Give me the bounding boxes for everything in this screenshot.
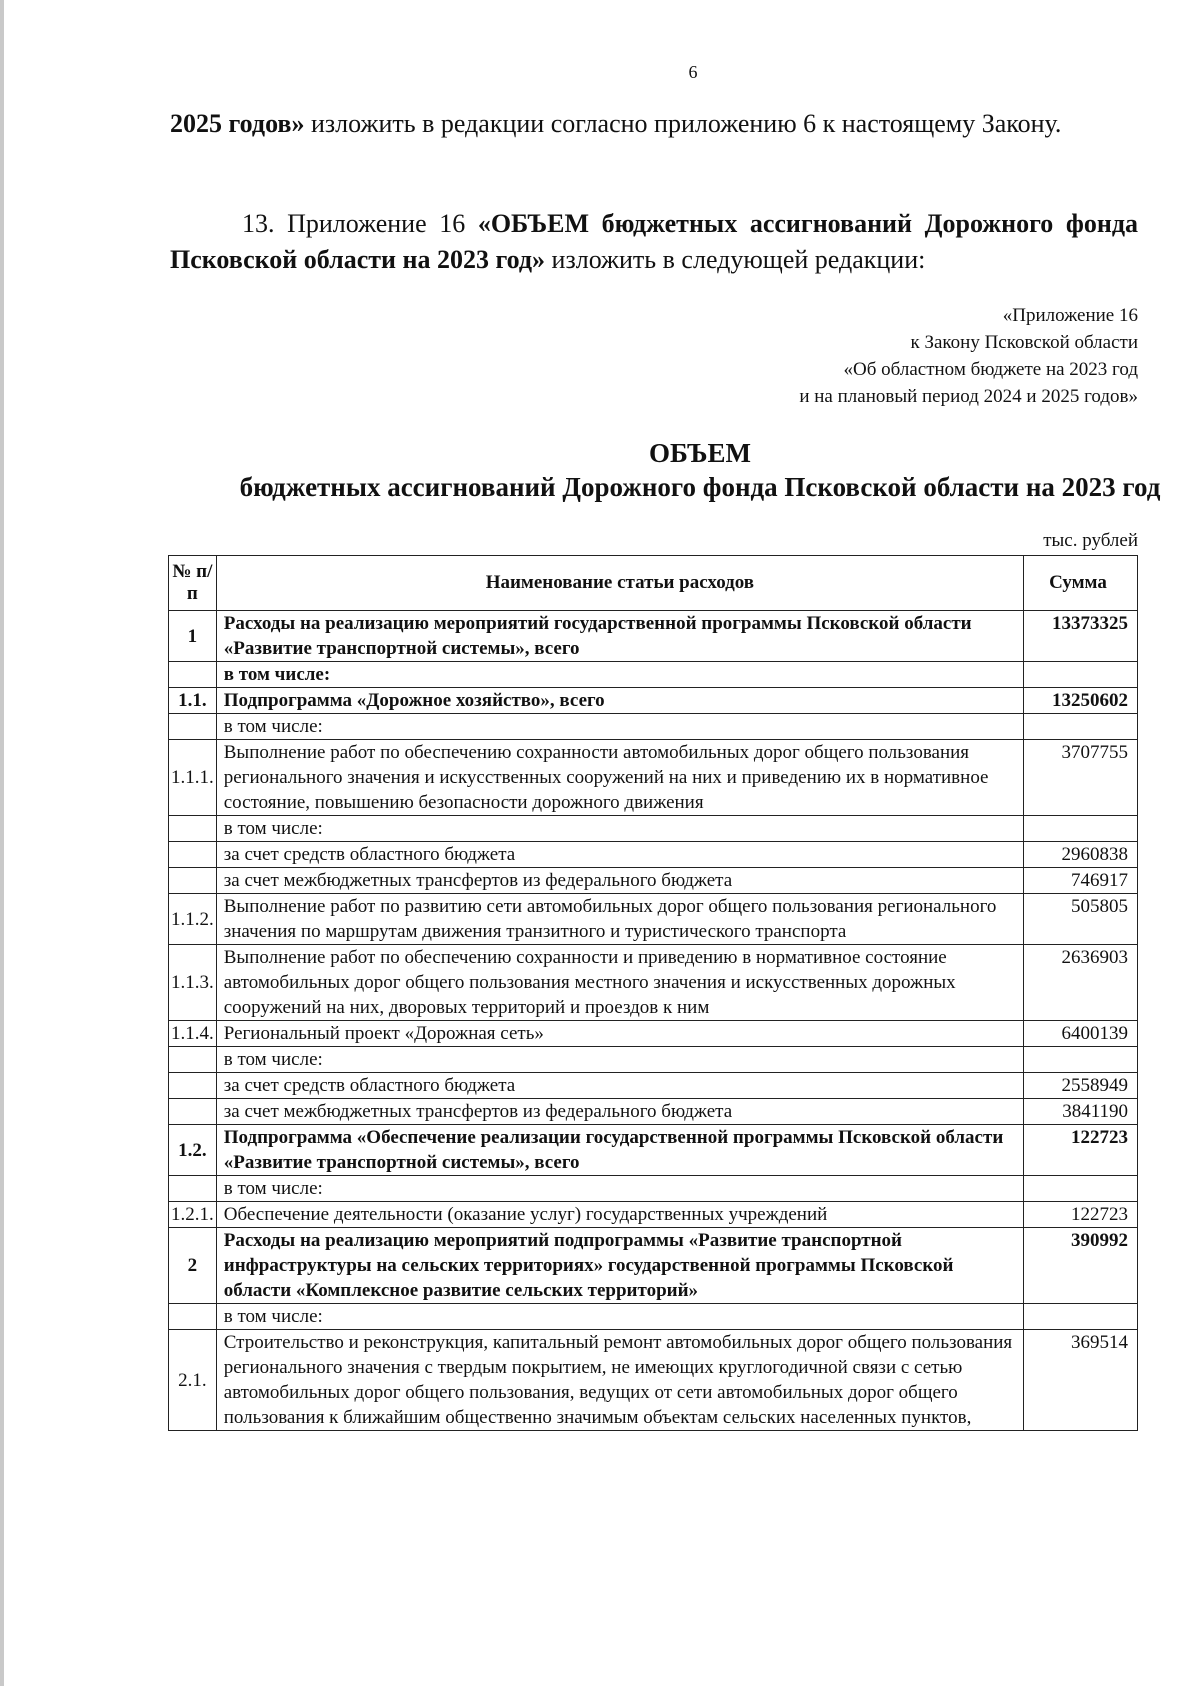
row-sum: 390992 [1024, 1228, 1138, 1304]
paragraph-item-13-tail: изложить в следующей редакции: [545, 245, 926, 274]
row-name: Региональный проект «Дорожная сеть» [216, 1021, 1023, 1047]
row-name: Расходы на реализацию мероприятий подпрограммы «Развитие транспортной инфраструктуры на сельских территориях» государственной программы Псковской области «Комплексное развитие сельских территорий» [216, 1228, 1023, 1304]
document-subtitle: бюджетных ассигнований Дорожного фонда Псковской области на 2023 год [239, 472, 1161, 502]
row-sum: 122723 [1024, 1125, 1138, 1176]
row-sum: 2960838 [1024, 842, 1138, 868]
row-number: 1.2. [169, 1125, 217, 1176]
table-row [169, 1073, 1138, 1099]
row-number: 1.1. [169, 688, 217, 714]
scan-edge [0, 0, 4, 1686]
row-name: за счет средств областного бюджета [216, 1073, 1023, 1099]
row-number [169, 1304, 217, 1330]
row-sum: 6400139 [1024, 1021, 1138, 1047]
row-name: Обеспечение деятельности (оказание услуг) государственных учреждений [216, 1202, 1023, 1228]
table-row [169, 894, 1138, 945]
row-name: в том числе: [216, 1304, 1023, 1330]
row-number: 2.1. [169, 1330, 217, 1431]
annex-line: «Приложение 16 [1002, 305, 1138, 326]
row-name: в том числе: [216, 662, 1023, 688]
row-number [169, 816, 217, 842]
table-row [169, 1330, 1138, 1431]
row-sum: 505805 [1024, 894, 1138, 945]
units-label: тыс. рублей [1043, 530, 1138, 551]
row-name: за счет средств областного бюджета [216, 842, 1023, 868]
row-number: 1.1.3. [169, 945, 217, 1021]
row-name: за счет межбюджетных трансфертов из федерального бюджета [216, 1099, 1023, 1125]
header-name: Наименование статьи расходов [216, 556, 1023, 611]
row-number: 1.2.1. [169, 1202, 217, 1228]
paragraph-item-13-bold: «ОБЪЕМ бюджетных ассигнований Дорожного фонда Псковской области на 2023 год» [170, 209, 1138, 274]
row-sum: 13373325 [1024, 611, 1138, 662]
row-sum: 122723 [1024, 1202, 1138, 1228]
header-sum: Сумма [1024, 556, 1138, 611]
table-row [169, 688, 1138, 714]
row-number [169, 1073, 217, 1099]
paragraph-intro-bold: 2025 годов» [170, 109, 305, 138]
annex-header [799, 302, 1138, 410]
row-name: Подпрограмма «Дорожное хозяйство», всего [216, 688, 1023, 714]
row-name: Строительство и реконструкция, капитальный ремонт автомобильных дорог общего пользования регионального значения с твердым покрытием, не имеющих круглогодичной связи с сетью автомобильных дорог общего пользования, ведущих от сети автомобильных дорог общего пользования к ближайшим общественно значимым объектам сельских населенных пунктов, [216, 1330, 1023, 1431]
row-sum: 746917 [1024, 868, 1138, 894]
table-row [169, 1202, 1138, 1228]
row-sum: 2558949 [1024, 1073, 1138, 1099]
paragraph-item-13-lead: 13. Приложение 16 [242, 209, 478, 238]
paragraph-intro [170, 106, 1138, 142]
table-row [169, 1099, 1138, 1125]
table-row [169, 945, 1138, 1021]
row-number: 1.1.4. [169, 1021, 217, 1047]
budget-table [168, 555, 1138, 1431]
row-name: в том числе: [216, 1176, 1023, 1202]
row-sum: 13250602 [1024, 688, 1138, 714]
row-number [169, 714, 217, 740]
annex-line: и на плановый период 2024 и 2025 годов» [799, 386, 1138, 407]
table-row [169, 1304, 1138, 1330]
row-sum [1024, 1047, 1138, 1073]
annex-line: «Об областном бюджете на 2023 год [843, 359, 1138, 380]
row-sum [1024, 816, 1138, 842]
row-sum: 3707755 [1024, 740, 1138, 816]
document-title: ОБЪЕМ [649, 438, 751, 468]
row-name: Выполнение работ по обеспечению сохранности и приведению в нормативное состояние автомобильных дорог общего пользования местного значения и искусственных дорожных сооружений на них, дворовых территорий и проездов к ним [216, 945, 1023, 1021]
table-body [169, 611, 1138, 1431]
row-name: за счет межбюджетных трансфертов из федерального бюджета [216, 868, 1023, 894]
row-number [169, 1099, 217, 1125]
row-name: Подпрограмма «Обеспечение реализации государственной программы Псковской области «Развитие транспортной системы», всего [216, 1125, 1023, 1176]
row-number: 2 [169, 1228, 217, 1304]
table-row [169, 662, 1138, 688]
row-name: Расходы на реализацию мероприятий государственной программы Псковской области «Развитие транспортной системы», всего [216, 611, 1023, 662]
row-name: в том числе: [216, 816, 1023, 842]
row-name: Выполнение работ по развитию сети автомобильных дорог общего пользования регионального значения по маршрутам движения транзитного и туристического транспорта [216, 894, 1023, 945]
row-number [169, 842, 217, 868]
row-sum: 369514 [1024, 1330, 1138, 1431]
row-sum [1024, 1176, 1138, 1202]
table-row [169, 1176, 1138, 1202]
row-sum: 3841190 [1024, 1099, 1138, 1125]
paragraph-item-13 [170, 206, 1138, 278]
table-row [169, 868, 1138, 894]
row-name: в том числе: [216, 714, 1023, 740]
row-number [169, 1047, 217, 1073]
row-number [169, 868, 217, 894]
row-number [169, 1176, 217, 1202]
paragraph-intro-text: изложить в редакции согласно приложению 6 к настоящему Закону. [304, 109, 1062, 138]
row-number: 1.1.1. [169, 740, 217, 816]
row-name: в том числе: [216, 1047, 1023, 1073]
table-row [169, 1228, 1138, 1304]
row-sum [1024, 714, 1138, 740]
row-number: 1.1.2. [169, 894, 217, 945]
table-row [169, 740, 1138, 816]
table-row [169, 611, 1138, 662]
row-sum [1024, 662, 1138, 688]
row-name: Выполнение работ по обеспечению сохранности автомобильных дорог общего пользования регионального значения и искусственных сооружений на них и приведению их в нормативное состояние, повышению безопасности дорожного движения [216, 740, 1023, 816]
table-header-row [169, 556, 1138, 611]
row-sum: 2636903 [1024, 945, 1138, 1021]
row-sum [1024, 1304, 1138, 1330]
annex-line: к Закону Псковской области [910, 332, 1138, 353]
page-number: 6 [688, 62, 698, 82]
row-number [169, 662, 217, 688]
table-row [169, 842, 1138, 868]
header-num: № п/п [169, 556, 217, 611]
table-row [169, 1021, 1138, 1047]
table-row [169, 714, 1138, 740]
table-row [169, 816, 1138, 842]
table-row [169, 1047, 1138, 1073]
row-number: 1 [169, 611, 217, 662]
table-row [169, 1125, 1138, 1176]
